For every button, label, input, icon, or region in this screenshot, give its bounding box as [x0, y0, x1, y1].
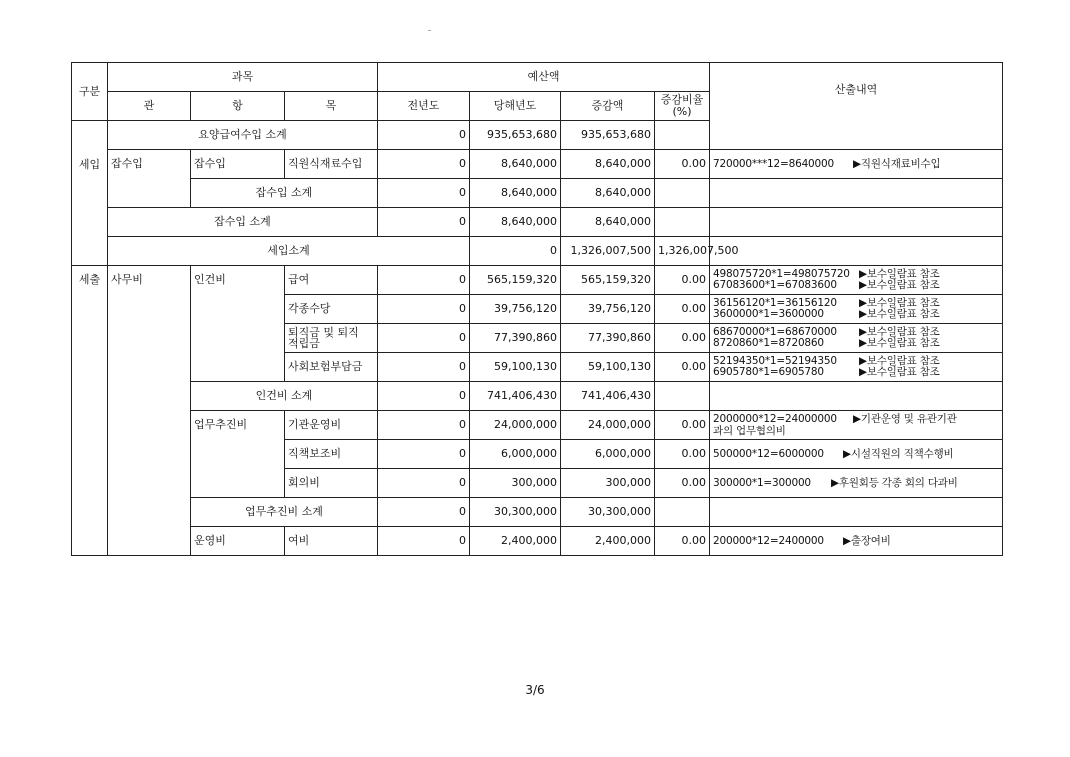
header-gwan: 관	[108, 92, 191, 121]
calc-formula: 3600000*1=3600000	[713, 308, 824, 320]
cell-calc	[710, 498, 1003, 527]
header-this-year: 당해년도	[470, 92, 561, 121]
cell-ratio: 0.00	[655, 353, 710, 382]
cell-calc	[710, 150, 1003, 179]
cell-prev: 0	[378, 150, 470, 179]
cell-prev: 0	[378, 382, 470, 411]
table-row	[72, 179, 1003, 208]
cell-prev: 0	[378, 498, 470, 527]
cell-diff: 8,640,000	[561, 179, 655, 208]
cell-calc	[710, 411, 1003, 440]
calc-note: ▶보수일람표 참조	[859, 268, 940, 280]
cell-prev: 0	[378, 208, 470, 237]
cell-gwan: 잡수입	[108, 150, 191, 208]
cell-hang: 인건비	[191, 266, 285, 382]
cell-calc	[710, 208, 1003, 237]
cell-ratio	[655, 121, 710, 150]
calc-note-line2: 과의 업무협의비	[713, 424, 786, 437]
header-ratio-line2: (%)	[672, 105, 692, 118]
cell-mok: 회의비	[285, 469, 378, 498]
header-change: 증감액	[561, 92, 655, 121]
cell-prev: 0	[378, 469, 470, 498]
subtotal-label: 요양급여수입 소계	[108, 121, 378, 150]
cell-calc	[710, 527, 1003, 556]
calc-formula: 36156120*1=36156120	[713, 297, 837, 309]
cell-prev: 0	[378, 440, 470, 469]
cell-diff: 565,159,320	[561, 266, 655, 295]
cell-prev: 0	[378, 353, 470, 382]
cell-cur: 741,406,430	[470, 382, 561, 411]
cell-ratio: 0.00	[655, 527, 710, 556]
header-budget: 예산액	[378, 63, 710, 92]
cell-calc	[710, 382, 1003, 411]
cell-cur: 8,640,000	[470, 150, 561, 179]
header-prev-year: 전년도	[378, 92, 470, 121]
cell-calc	[710, 179, 1003, 208]
cell-diff: 8,640,000	[561, 208, 655, 237]
cell-hang: 잡수입	[191, 150, 285, 179]
cell-mok-line1: 퇴직금 및 퇴직	[288, 326, 359, 339]
header-ratio-line1: 증감비율	[660, 93, 704, 106]
subtotal-label: 인건비 소계	[191, 382, 378, 411]
calc-note: ▶보수일람표 참조	[859, 279, 940, 291]
cell-cur: 77,390,860	[470, 324, 561, 353]
cell-cur: 24,000,000	[470, 411, 561, 440]
cell-ratio	[655, 179, 710, 208]
header-gwamok: 과목	[108, 63, 378, 92]
calc-note: ▶출장여비	[843, 534, 891, 547]
header-ratio	[655, 92, 710, 121]
total-label: 세입소계	[108, 237, 470, 266]
budget-table	[71, 62, 1003, 556]
table-row	[72, 498, 1003, 527]
cell-diff: 30,300,000	[561, 498, 655, 527]
cell-prev: 0	[378, 527, 470, 556]
cell-ratio: 0.00	[655, 411, 710, 440]
cell-cur: 300,000	[470, 469, 561, 498]
calc-formula: 498075720*1=498075720	[713, 268, 850, 280]
cell-calc	[710, 266, 1003, 295]
calc-formula: 68670000*1=68670000	[713, 326, 837, 338]
header-mok: 목	[285, 92, 378, 121]
cell-ratio	[655, 382, 710, 411]
cell-cur: 39,756,120	[470, 295, 561, 324]
cell-prev: 0	[470, 237, 561, 266]
cell-diff: 2,400,000	[561, 527, 655, 556]
calc-note: ▶보수일람표 참조	[859, 366, 940, 378]
cell-diff: 300,000	[561, 469, 655, 498]
calc-formula: 200000*12=2400000	[713, 534, 824, 547]
cell-mok: 여비	[285, 527, 378, 556]
cell-prev: 0	[378, 179, 470, 208]
gubun-revenue: 세입	[72, 121, 108, 266]
calc-formula: 720000***12=8640000	[713, 157, 834, 170]
calc-formula: 52194350*1=52194350	[713, 355, 837, 367]
cell-ratio: 0.00	[655, 324, 710, 353]
table-row	[72, 411, 1003, 440]
cell-prev: 0	[378, 411, 470, 440]
cell-diff: 741,406,430	[561, 382, 655, 411]
cell-ratio: 0.00	[655, 266, 710, 295]
table-row	[72, 237, 1003, 266]
cell-calc	[710, 440, 1003, 469]
cell-hang: 운영비	[191, 527, 285, 556]
header-gubun: 구분	[72, 63, 108, 121]
cell-mok: 사회보험부담금	[285, 353, 378, 382]
cell-mok: 각종수당	[285, 295, 378, 324]
table-row	[72, 266, 1003, 295]
cell-prev: 0	[378, 266, 470, 295]
cell-cur: 8,640,000	[470, 179, 561, 208]
cell-mok: 직책보조비	[285, 440, 378, 469]
cell-calc	[710, 324, 1003, 353]
cell-cur: 2,400,000	[470, 527, 561, 556]
calc-note: ▶시설직원의 직책수행비	[843, 447, 954, 460]
calc-formula: 500000*12=6000000	[713, 447, 824, 460]
table-row	[72, 150, 1003, 179]
subtotal-label: 잡수입 소계	[108, 208, 378, 237]
cell-cur: 565,159,320	[470, 266, 561, 295]
cell-hang: 업무추진비	[191, 411, 285, 498]
cell-calc	[710, 295, 1003, 324]
gubun-expense: 세출	[72, 266, 108, 556]
table-row	[72, 527, 1003, 556]
cell-ratio	[655, 498, 710, 527]
cell-prev: 0	[378, 295, 470, 324]
subtotal-label: 업무추진비 소계	[191, 498, 378, 527]
cell-cur: 6,000,000	[470, 440, 561, 469]
calc-note: ▶보수일람표 참조	[859, 326, 940, 338]
cell-ratio: 0.00	[655, 150, 710, 179]
calc-note: ▶보수일람표 참조	[859, 355, 940, 367]
calc-formula: 2000000*12=24000000	[713, 412, 837, 425]
calc-note: ▶기관운영 및 유관기관	[853, 412, 957, 425]
cell-diff: 59,100,130	[561, 353, 655, 382]
cell-prev: 0	[378, 121, 470, 150]
cell-diff: 39,756,120	[561, 295, 655, 324]
cell-mok-line2: 적립금	[288, 337, 320, 350]
calc-formula: 8720860*1=8720860	[713, 337, 824, 349]
calc-note: ▶보수일람표 참조	[859, 297, 940, 309]
cell-diff: 77,390,860	[561, 324, 655, 353]
cell-mok	[285, 324, 378, 353]
cell-ratio	[710, 237, 1003, 266]
cell-cur: 59,100,130	[470, 353, 561, 382]
calc-note: ▶보수일람표 참조	[859, 337, 940, 349]
header-hang: 항	[191, 92, 285, 121]
subtotal-label: 잡수입 소계	[191, 179, 378, 208]
calc-note: ▶후원회등 각종 회의 다과비	[831, 476, 958, 489]
cell-diff: 935,653,680	[561, 121, 655, 150]
cell-ratio: 0.00	[655, 440, 710, 469]
cell-cur: 8,640,000	[470, 208, 561, 237]
calc-note: ▶직원식재료비수입	[853, 157, 941, 170]
header-row-1	[72, 63, 1003, 92]
calc-note: ▶보수일람표 참조	[859, 308, 940, 320]
scan-speck	[428, 30, 431, 31]
table-row	[72, 208, 1003, 237]
cell-calc	[710, 469, 1003, 498]
table-row	[72, 382, 1003, 411]
cell-calc	[710, 353, 1003, 382]
cell-mok: 직원식재료수입	[285, 150, 378, 179]
calc-formula: 67083600*1=67083600	[713, 279, 837, 291]
header-detail: 산출내역	[710, 63, 1003, 150]
cell-cur: 30,300,000	[470, 498, 561, 527]
page-number: 3/6	[525, 683, 545, 697]
cell-mok: 급여	[285, 266, 378, 295]
cell-diff: 24,000,000	[561, 411, 655, 440]
cell-ratio	[655, 208, 710, 237]
cell-ratio: 0.00	[655, 295, 710, 324]
cell-diff: 6,000,000	[561, 440, 655, 469]
cell-gwan: 사무비	[108, 266, 191, 556]
cell-ratio: 0.00	[655, 469, 710, 498]
cell-cur: 935,653,680	[470, 121, 561, 150]
cell-cur: 1,326,007,500	[561, 237, 655, 266]
calc-formula: 6905780*1=6905780	[713, 366, 824, 378]
calc-formula: 300000*1=300000	[713, 476, 811, 489]
cell-diff: 8,640,000	[561, 150, 655, 179]
cell-diff: 1,326,007,500	[655, 237, 710, 266]
cell-mok: 기관운영비	[285, 411, 378, 440]
cell-prev: 0	[378, 324, 470, 353]
